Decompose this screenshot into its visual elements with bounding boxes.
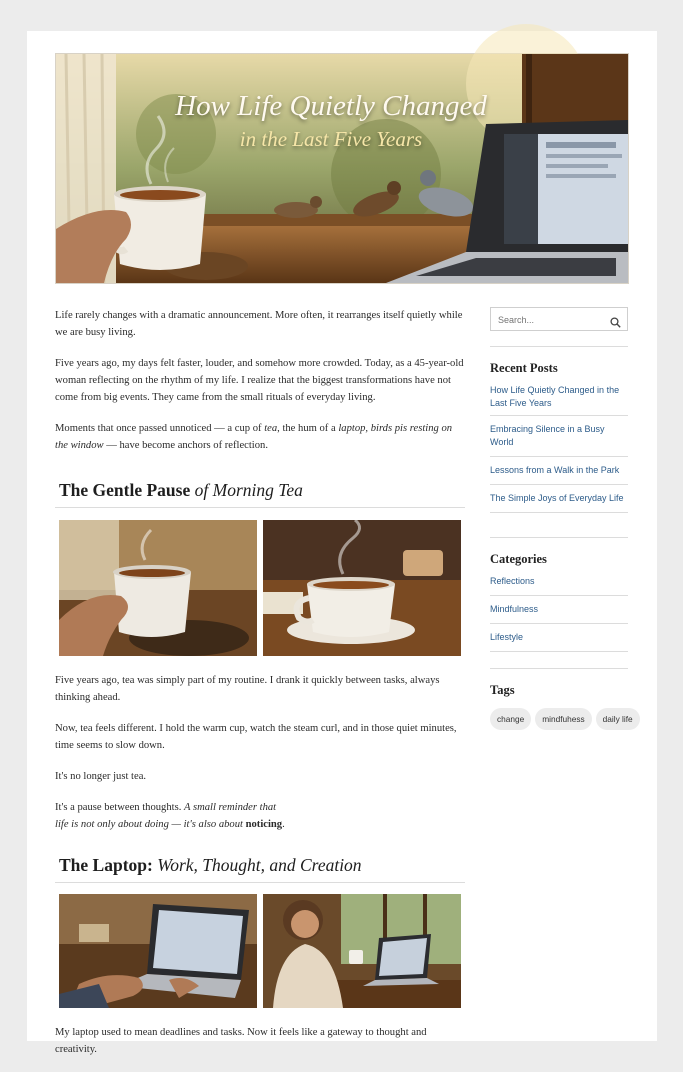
recent-post-link[interactable]: The Simple Joys of Everyday Life [490,485,628,513]
recent-post-link[interactable]: Embracing Silence in a Busy World [490,416,628,457]
tea-closing-em-1: A small reminder that [184,802,277,813]
tea-photo-saucer [263,520,461,656]
moments-text-1: Moments that once passed unnoticed — a cup of [55,423,265,434]
category-link[interactable]: Reflections [490,575,628,596]
intro-paragraph-2: Five years ago, my days felt faster, louder, and somehow more crowded. Today, as a 45-year-old woman reflecting on the rhythm of my life. I realize that the biggest transformations have not come from big events. They came from the small rituals of everyday living. [55,358,464,403]
intro-paragraph-1: Life rarely changes with a dramatic announcement. More often, it rearranges itself quietly while we are busy living. [55,310,463,338]
tea-paragraph-2: Now, tea feels different. I hold the warm cup, watch the steam curl, and in those quiet minutes, time seems to slow down. [55,723,457,751]
laptop-photo-woman [263,894,461,1008]
hero-title-line1: How Life Quietly Changed [175,90,487,122]
tea-closing-text-1: It's a pause between thoughts. [55,802,185,813]
article-body [55,307,465,1072]
categories-title: Categories [490,552,547,566]
section-heading-laptop [55,855,465,883]
tea-closing-paragraph [55,799,465,833]
tea-closing-em-2: life is not only about doing — it's also about [55,819,246,830]
laptop-paragraph: My laptop used to mean deadlines and tasks. Now it feels like a gateway to thought and creativity. [55,1027,427,1055]
laptop-photo-typing [59,894,257,1008]
tag-chip[interactable]: mindfuhess [535,708,591,730]
moments-em-2: laptop, birds pis resting on the window [55,423,453,451]
laptop-image-row [59,894,465,1008]
tea-closing-text-2: . [282,819,285,830]
page [27,31,657,1055]
moments-paragraph [55,420,465,454]
section-heading-tea [55,480,465,508]
tag-chip[interactable]: change [490,708,531,730]
moments-text-2: , the hum of a [277,423,339,434]
tags-title: Tags [490,683,515,697]
moments-text-3: — have become anchors of reflection. [103,440,268,451]
tea-image-row [59,520,465,656]
recent-posts-title: Recent Posts [490,361,558,375]
sidebar-divider [490,537,628,538]
search-box [490,307,628,331]
hero-title-line2: in the Last Five Years [239,127,423,151]
section-heading-tea-bold: The Gentle Pause [59,480,195,500]
category-link[interactable]: Lifestyle [490,624,628,652]
sidebar-divider [490,346,628,347]
section-heading-laptop-bold: The Laptop: [59,855,158,875]
hero-title [141,88,521,154]
search-input[interactable] [491,310,598,330]
tea-photo-hand [59,520,257,656]
recent-post-link[interactable]: Lessons from a Walk in the Park [490,457,628,485]
tag-cloud [490,708,633,730]
recent-post-link[interactable]: How Life Quietly Changed in the Last Five Years [490,384,628,416]
tea-paragraph-1: Five years ago, tea was simply part of my routine. I drank it quickly between tasks, always thinking ahead. [55,675,440,703]
section-heading-tea-italic: of Morning Tea [194,480,303,500]
sidebar [490,307,633,730]
category-link[interactable]: Mindfulness [490,596,628,624]
moments-em-1: tea [264,423,278,434]
tea-closing-bold: noticing [245,819,283,830]
search-icon[interactable] [610,313,621,332]
hero-banner [55,53,629,284]
section-heading-laptop-italic: Work, Thought, and Creation [157,855,362,875]
sidebar-divider [490,668,628,669]
tag-chip[interactable]: daily life [596,708,640,730]
tea-paragraph-3: It's no longer just tea. [55,771,147,782]
